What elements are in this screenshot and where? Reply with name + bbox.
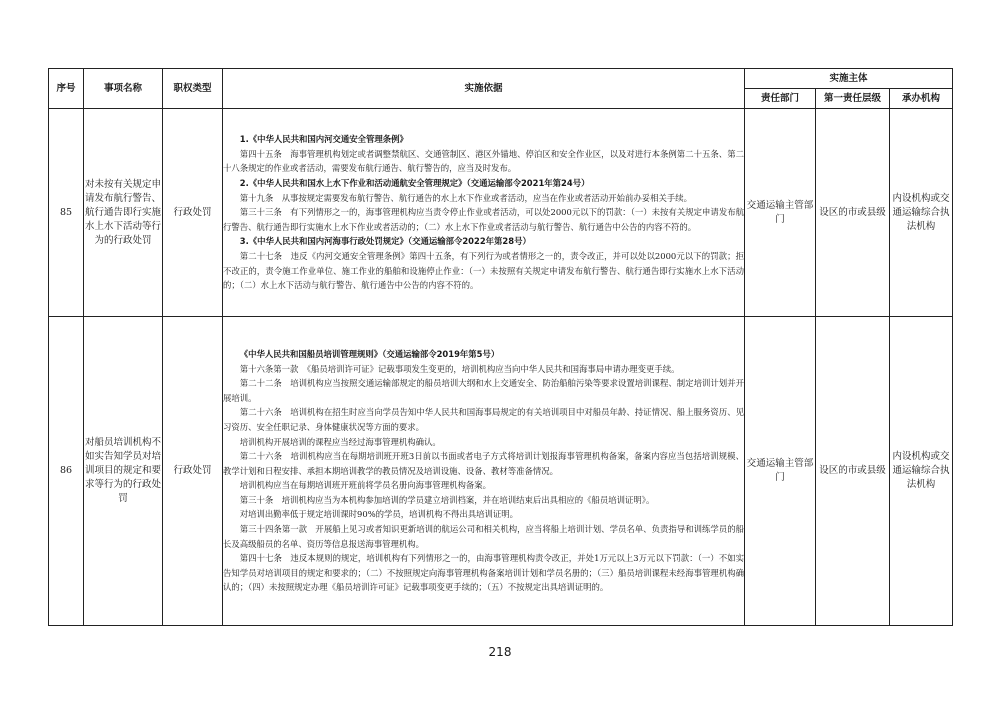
- basis-heading: 《中华人民共和国船员培训管理规则》（交通运输部令2019年第5号）: [239, 348, 500, 359]
- header-power-type: 职权类型: [163, 69, 223, 109]
- row-resp-dept: 交通运输主管部门: [745, 317, 816, 626]
- row-undertaker: 内设机构或交通运输综合执法机构: [890, 109, 953, 317]
- header-basis: 实施依据: [223, 69, 745, 109]
- row-basis: [223, 109, 745, 317]
- power-list-table: [48, 68, 953, 626]
- table-row: [49, 109, 953, 317]
- header-resp-dept: 责任部门: [745, 89, 816, 109]
- row-undertaker: 内设机构或交通运输综合执法机构: [890, 317, 953, 626]
- basis-paragraph: 第四十七条 违反本规则的规定，培训机构有下列情形之一的，由海事管理机构责令改正，并处1万元以上3万元以下罚款：（一）不如实告知学员对培训项目的规定和要求的；（二）不按照规定向海事管理机构备案培训计划和学员名册的；（三）船员培训课程未经海事管理机构确认的；（四）未按照规定办理《船员培训许可证》记载事项变更手续的；（五）不按规定出具培训证明的。: [223, 553, 744, 593]
- basis-paragraph: 对培训出勤率低于规定培训课时90%的学员，培训机构不得出具培训证明。: [239, 509, 519, 520]
- page-number: 218: [488, 645, 512, 659]
- basis-paragraph: 培训机构应当在每期培训班开班前将学员名册向海事管理机构备案。: [239, 480, 492, 491]
- row-power-type: 行政处罚: [163, 109, 223, 317]
- basis-paragraph: 第三十四条第一款 开展船上见习或者知识更新培训的航运公司和相关机构，应当将船上培训计划、学员名单、负责指导和训练学员的船长及高级船员的名单、资历等信息报送海事管理机构。: [223, 524, 744, 549]
- row-power-type: 行政处罚: [163, 317, 223, 626]
- row-seq: 85: [49, 109, 84, 317]
- basis-heading: 3.《中华人民共和国内河海事行政处罚规定》（交通运输部令2022年第28号）: [239, 236, 531, 247]
- header-first-level: 第一责任层级: [816, 89, 890, 109]
- basis-paragraph: 培训机构开展培训的课程应当经过海事管理机构确认。: [239, 436, 441, 447]
- header-seq: 序号: [49, 69, 84, 109]
- basis-paragraph: 第十九条 从事按规定需要发布航行警告、航行通告的水上水下作业或者活动，应当在作业或者活动开始前办妥相关手续。: [239, 192, 693, 203]
- row-first-level: 设区的市或县级: [816, 109, 890, 317]
- basis-paragraph: 第三十条 培训机构应当为本机构参加培训的学员建立培训档案，并在培训结束后出具相应的《船员培训证明》。: [239, 494, 655, 505]
- row-resp-dept: 交通运输主管部门: [745, 109, 816, 317]
- basis-paragraph: 第二十六条 培训机构在招生时应当向学员告知中华人民共和国海事局规定的有关培训项目中对船员年龄、持证情况、船上服务资历、见习资历、安全任职记录、身体健康状况等方面的要求。: [223, 407, 744, 432]
- row-basis: [223, 317, 745, 626]
- row-item-name: 对船员培训机构不如实告知学员对培训项目的规定和要求等行为的行政处罚: [84, 317, 163, 626]
- table-row: [49, 317, 953, 626]
- basis-paragraph: 第二十六条 培训机构应当在每期培训班开班3日前以书面或者电子方式将培训计划报海事管理机构备案，备案内容应当包括培训规模、教学计划和日程安排、承担本期培训教学的教员情况及培训设施、设备、教材等准备情况。: [223, 451, 744, 476]
- header-subject: 实施主体: [745, 69, 953, 89]
- basis-paragraph: 第二十七条 违反《内河交通安全管理条例》第四十五条，有下列行为或者情形之一的，责令改正，并可以处以2000元以下的罚款；拒不改正的，责令施工作业单位、施工作业的船舶和设施停止作业：（一）未按照有关规定申请发布航行警告、航行通告即行实施水上水下活动的；（二）水上水下活动与航行警告、航行通告中公告的内容不符的。: [223, 250, 744, 291]
- row-first-level: 设区的市或县级: [816, 317, 890, 626]
- row-item-name: 对未按有关规定申请发布航行警告、航行通告即行实施水上水下活动等行为的行政处罚: [84, 109, 163, 317]
- basis-paragraph: 第四十五条 海事管理机构划定或者调整禁航区、交通管制区、港区外锚地、停泊区和安全作业区，以及对进行本条例第二十五条、第二十八条规定的作业或者活动，需要发布航行通告、航行警告的，应当及时发布。: [223, 148, 744, 174]
- basis-heading: 2.《中华人民共和国水上水下作业和活动通航安全管理规定》（交通运输部令2021年第24号）: [239, 178, 590, 189]
- header-item-name: 事项名称: [84, 69, 163, 109]
- header-undertaker: 承办机构: [890, 89, 953, 109]
- row-seq: 86: [49, 317, 84, 626]
- basis-paragraph: 第十六条第一款 《船员培训许可证》记载事项发生变更的，培训机构应当向中华人民共和国海事局申请办理变更手续。: [239, 363, 680, 374]
- basis-heading: 1.《中华人民共和国内河交通安全管理条例》: [239, 134, 408, 145]
- basis-paragraph: 第三十三条 有下列情形之一的，海事管理机构应当责令停止作业或者活动，可以处2000元以下的罚款：（一）未按有关规定申请发布航行警告、航行通告即行实施水上水下作业或者活动的；（二）水上水下作业或者活动与航行警告、航行通告中公告的内容不符的。: [223, 207, 744, 232]
- basis-paragraph: 第二十二条 培训机构应当按照交通运输部规定的船员培训大纲和水上交通安全、防治船舶污染等要求设置培训课程、制定培训计划并开展培训。: [223, 378, 744, 403]
